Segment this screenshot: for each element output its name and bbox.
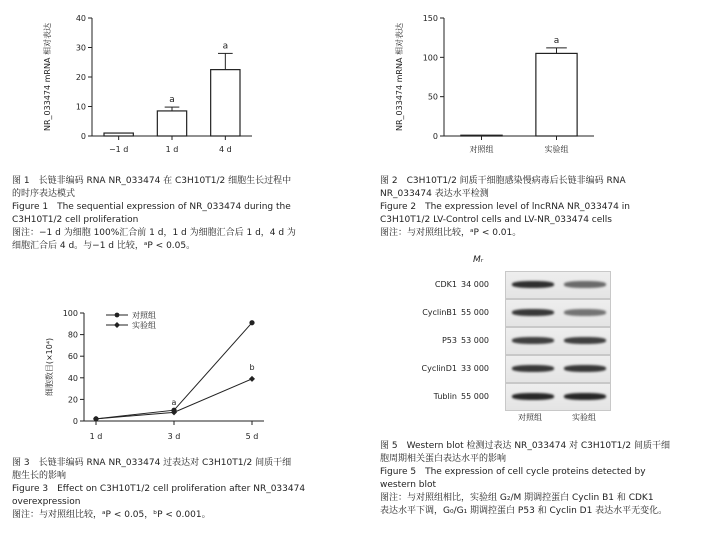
- legend-label: 对照组: [132, 311, 156, 320]
- molecular-weight-label: 53 000: [461, 336, 489, 345]
- x-tick-label: 3 d: [167, 432, 181, 441]
- y-tick-label: 150: [422, 14, 438, 23]
- caption-en-line: overexpression: [12, 497, 81, 507]
- y-tick-label: 10: [75, 102, 86, 112]
- figure-1-caption: [12, 175, 296, 253]
- caption-note-line: 图注：与对照组比较，ᵃP < 0.01。: [380, 228, 522, 238]
- caption-en-line: C3H10T1/2 cell proliferation: [12, 215, 139, 225]
- x-tick-label: 5 d: [245, 432, 259, 441]
- caption-zh-line: 图 3 长链非编码 RNA NR_033474 过表达对 C3H10T1/2 间质干细: [12, 458, 292, 468]
- protein-label: CyclinD1: [421, 364, 457, 373]
- figure-2-svg: [392, 6, 622, 166]
- blot-strip: [505, 271, 611, 299]
- figure-3-svg: [40, 305, 270, 450]
- y-tick-label: 40: [75, 14, 86, 23]
- protein-band: [512, 393, 554, 400]
- y-tick-label: 20: [75, 73, 86, 82]
- x-tick-label: 1 d: [165, 145, 179, 154]
- legend-label: 实验组: [132, 321, 156, 330]
- caption-note-line: 图注：与对照组相比，实验组 G₂/M 期调控蛋白 Cyclin B1 和 CDK1: [380, 493, 654, 503]
- protein-band: [564, 309, 606, 316]
- caption-zh-line: 图 5 Western blot 检测过表达 NR_033474 对 C3H10T1/2 间质干细: [380, 441, 670, 451]
- caption-note-line: 图注：与对照组比较，ᵃP < 0.05，ᵇP < 0.001。: [12, 510, 211, 520]
- protein-label: P53: [441, 336, 457, 345]
- molecular-weight-label: 33 000: [461, 364, 489, 373]
- x-tick-label: −1 d: [108, 145, 129, 154]
- protein-band: [564, 337, 606, 344]
- bar: [157, 111, 186, 136]
- bar: [536, 53, 577, 136]
- bar: [461, 135, 502, 136]
- figure-5-western-blot: [405, 255, 615, 430]
- protein-label: Tublin: [433, 392, 457, 401]
- significance-label: b: [249, 363, 255, 373]
- x-tick-label: 对照组: [469, 145, 494, 154]
- y-tick-label: 50: [427, 92, 438, 102]
- protein-band: [512, 281, 554, 288]
- caption-zh-line: NR_033474 表达水平检测: [380, 189, 489, 199]
- caption-note-line: 细胞汇合后 4 d。与−1 d 比较，ᵃP < 0.05。: [12, 241, 196, 251]
- y-tick-label: 0: [72, 417, 78, 426]
- x-tick-label: 1 d: [89, 432, 103, 441]
- y-tick-label: 0: [80, 132, 86, 141]
- protein-band: [564, 365, 606, 372]
- protein-band: [512, 365, 554, 372]
- figure-2-caption: [380, 175, 630, 240]
- caption-en-line: Figure 1 The sequential expression of NR_033474 during the: [12, 202, 291, 212]
- bar: [104, 133, 133, 136]
- blot-strip: [505, 299, 611, 327]
- y-tick-label: 100: [422, 53, 438, 63]
- significance-label: a: [222, 41, 229, 52]
- figure-2-chart: [392, 6, 622, 166]
- caption-en-line: C3H10T1/2 LV-Control cells and LV-NR_033474 cells: [380, 215, 612, 225]
- protein-band: [512, 309, 554, 316]
- blot-row: [405, 299, 615, 325]
- figure-1-svg: [40, 6, 270, 166]
- lane-label-control: 对照组: [518, 413, 542, 422]
- y-axis-label: 细胞数目(×10⁴): [45, 337, 54, 397]
- y-tick-label: 20: [67, 395, 78, 405]
- x-tick-label: 4 d: [218, 145, 232, 154]
- lane-label-experimental: 实验组: [572, 413, 596, 422]
- blot-row: [405, 271, 615, 297]
- y-tick-label: 60: [67, 352, 78, 362]
- bar: [211, 70, 240, 136]
- y-axis-label: NR_033474 mRNA 相对表达: [43, 23, 52, 131]
- legend-marker: [115, 313, 120, 318]
- protein-label: CDK1: [434, 280, 457, 289]
- blot-row: [405, 355, 615, 381]
- blot-strip: [505, 327, 611, 355]
- data-point: [249, 376, 255, 382]
- caption-en-line: Figure 5 The expression of cell cycle proteins detected by: [380, 467, 646, 477]
- caption-zh-line: 胞周期相关蛋白表达水平的影响: [380, 454, 507, 464]
- protein-label: CyclinB1: [422, 308, 457, 317]
- molecular-weight-label: 34 000: [461, 280, 489, 289]
- significance-label: a: [553, 35, 560, 46]
- y-tick-label: 40: [67, 373, 78, 383]
- y-axis-label: NR_033474 mRNA 相对表达: [395, 23, 404, 131]
- figure-5-caption: [380, 440, 670, 518]
- caption-zh-line: 图 2 C3H10T1/2 间质干细胞感染慢病毒后长链非编码 RNA: [380, 176, 626, 186]
- y-tick-label: 80: [67, 330, 78, 340]
- legend-marker: [114, 322, 120, 328]
- data-point: [249, 320, 254, 325]
- caption-zh-line: 的时序表达模式: [12, 189, 76, 199]
- significance-label: a: [169, 95, 175, 106]
- x-tick-label: 实验组: [544, 145, 569, 154]
- caption-zh-line: 图 1 长链非编码 RNA NR_033474 在 C3H10T1/2 细胞生长过程中: [12, 176, 292, 186]
- mw-header: Mᵣ: [473, 255, 484, 265]
- figure-1-chart: [40, 6, 270, 166]
- protein-band: [564, 393, 606, 400]
- caption-en-line: western blot: [380, 480, 437, 490]
- caption-note-line: 图注：−1 d 为细胞 100%汇合前 1 d，1 d 为细胞汇合后 1 d，4 d 为: [12, 228, 296, 238]
- blot-strip: [505, 383, 611, 411]
- figure-3-chart: [40, 305, 270, 450]
- y-tick-label: 100: [62, 309, 78, 318]
- significance-label: a: [171, 397, 177, 407]
- blot-strip: [505, 355, 611, 383]
- protein-band: [512, 337, 554, 344]
- molecular-weight-label: 55 000: [461, 308, 489, 317]
- molecular-weight-label: 55 000: [461, 392, 489, 401]
- figure-3-caption: [12, 457, 305, 522]
- y-tick-label: 30: [75, 43, 86, 53]
- blot-row: [405, 383, 615, 409]
- y-tick-label: 0: [432, 132, 438, 141]
- blot-row: [405, 327, 615, 353]
- protein-band: [564, 281, 606, 288]
- caption-en-line: Figure 3 Effect on C3H10T1/2 cell proliferation after NR_033474: [12, 484, 306, 494]
- caption-en-line: Figure 2 The expression level of lncRNA NR_033474 in: [380, 202, 630, 212]
- caption-note-line: 表达水平下调，G₀/G₁ 期调控蛋白 P53 和 Cyclin D1 表达水平无变化。: [380, 506, 668, 516]
- caption-zh-line: 胞生长的影响: [12, 471, 67, 481]
